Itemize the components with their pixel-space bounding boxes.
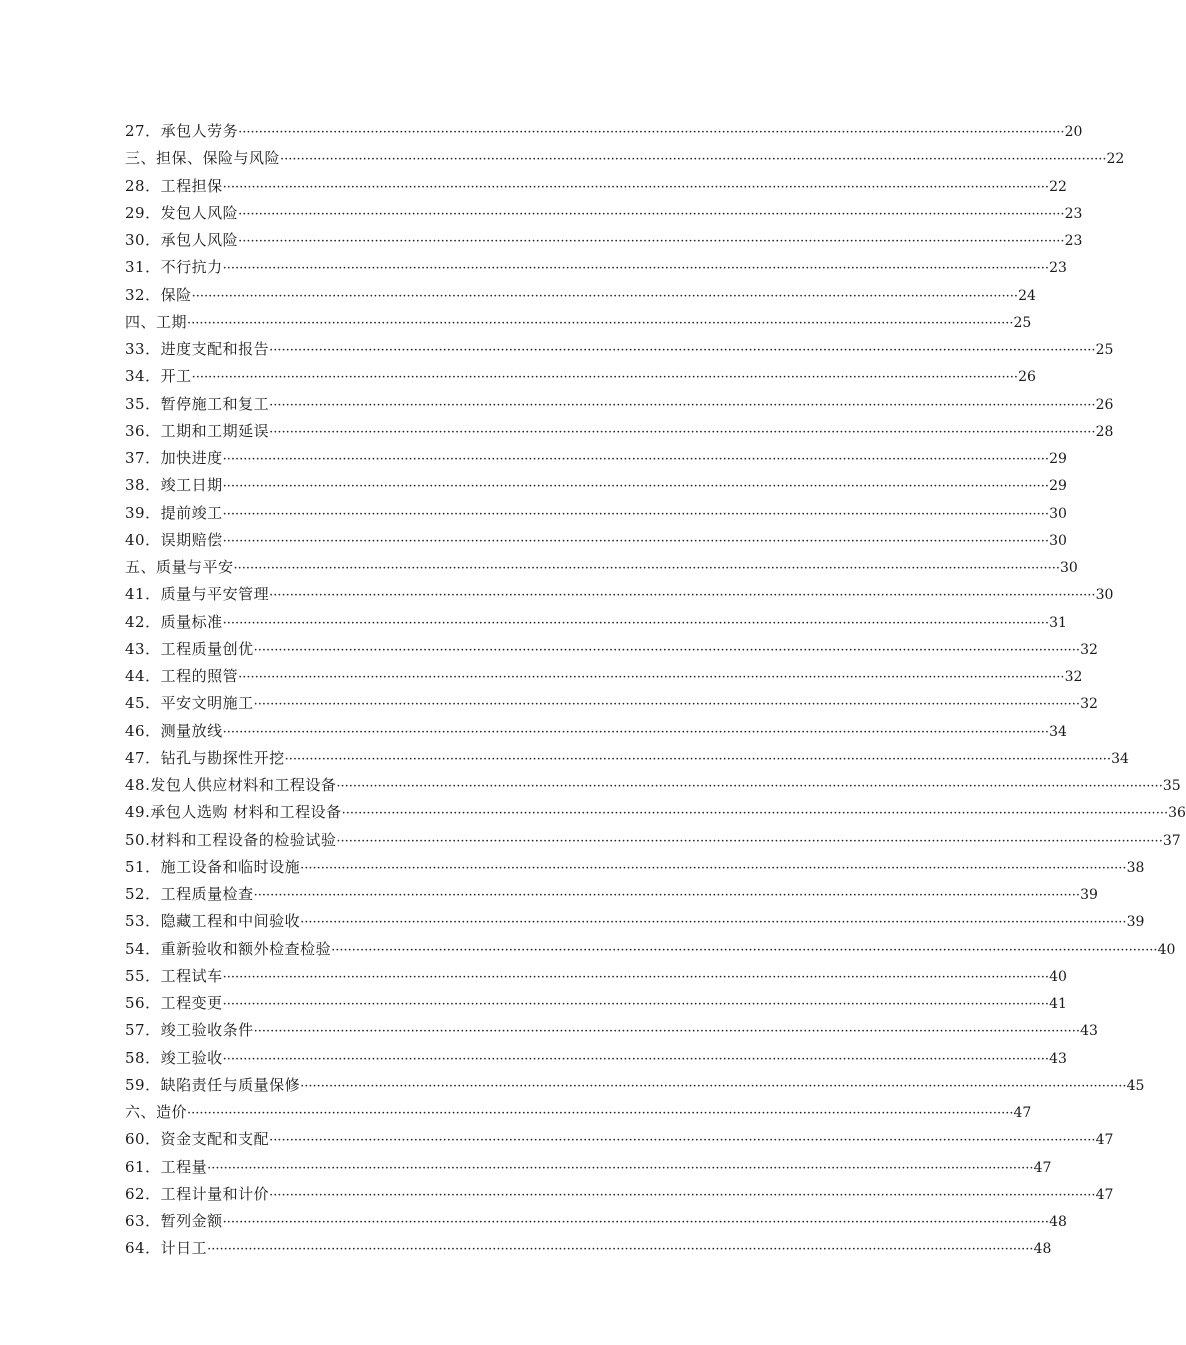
toc-entry-page: 22	[1049, 178, 1067, 195]
toc-entry-title: 33．进度支配和报告	[125, 340, 270, 358]
toc-entry[interactable]	[125, 881, 1098, 908]
toc-entry[interactable]	[125, 1099, 1032, 1126]
toc-entry-page: 38	[1126, 859, 1145, 876]
toc-entry-title: 31．不行抗力	[125, 258, 223, 277]
toc-entry-page: 30	[1095, 587, 1114, 604]
toc-entry[interactable]	[125, 445, 1067, 472]
toc-entry-title: 49.承包人选购 材料和工程设备	[125, 803, 342, 822]
dot-leader: ········································································································································································································	[269, 1133, 1096, 1149]
toc-entry[interactable]	[125, 581, 1114, 608]
toc-entry[interactable]	[125, 309, 1032, 336]
dot-leader: ········································································································································································································	[238, 234, 1065, 249]
toc-entry-title: 46．测量放线	[125, 721, 223, 740]
toc-entry-page: 47	[1033, 1159, 1052, 1176]
toc-entry-title: 45．平安文明施工	[125, 694, 254, 713]
toc-entry-title: 40．误期赔偿	[125, 530, 223, 549]
dot-leader: ········································································································································································································	[207, 1160, 1034, 1176]
dot-leader: ········································································································································································································	[300, 860, 1127, 876]
dot-leader: ········································································································································································································	[222, 452, 1050, 467]
dot-leader: ········································································································································································································	[253, 888, 1081, 903]
toc-entry-page: 30	[1049, 532, 1067, 549]
toc-entry[interactable]	[125, 472, 1067, 499]
toc-entry-title: 27．承包人劳务	[125, 122, 239, 140]
toc-entry-page: 37	[1162, 832, 1181, 849]
toc-entry-title: 63．暂列金额	[125, 1212, 223, 1230]
table-of-contents	[125, 118, 1186, 1263]
toc-entry-title: 52．工程质量检查	[125, 885, 254, 903]
toc-entry-page: 20	[1064, 124, 1083, 140]
toc-entry-title: 42．质量标准	[125, 612, 223, 631]
toc-entry[interactable]	[125, 200, 1083, 227]
toc-entry[interactable]	[125, 772, 1181, 799]
dot-leader: ········································································································································································································	[253, 642, 1081, 658]
toc-entry[interactable]	[125, 854, 1145, 881]
toc-entry-page: 39	[1126, 914, 1145, 931]
dot-leader: ········································································································································································································	[222, 724, 1050, 740]
toc-entry-page: 41	[1049, 996, 1067, 1012]
toc-entry-page: 45	[1126, 1077, 1145, 1094]
dot-leader: ········································································································································································································	[280, 152, 1107, 168]
toc-entry-page: 26	[1018, 369, 1036, 386]
toc-entry[interactable]	[125, 963, 1067, 990]
toc-entry-page: 32	[1064, 669, 1083, 685]
toc-entry[interactable]	[125, 145, 1125, 172]
dot-leader: ········································································································································································································	[238, 125, 1065, 140]
dot-leader: ········································································································································································································	[269, 1187, 1096, 1203]
toc-entry[interactable]	[125, 1235, 1052, 1262]
dot-leader: ········································································································································································································	[331, 942, 1158, 958]
toc-entry-title: 五、质量与平安	[125, 558, 234, 576]
dot-leader: ········································································································································································································	[269, 343, 1096, 358]
toc-entry-title: 53．隐藏工程和中间验收	[125, 912, 301, 931]
dot-leader: ········································································································································································································	[300, 1078, 1127, 1094]
toc-entry-page: 39	[1080, 887, 1098, 903]
toc-entry-page: 35	[1162, 778, 1181, 794]
toc-entry[interactable]	[125, 391, 1114, 418]
toc-entry-page: 30	[1059, 560, 1078, 576]
toc-entry-page: 28	[1095, 423, 1114, 440]
toc-entry-title: 59．缺陷责任与质量保修	[125, 1075, 301, 1094]
toc-entry-title: 29．发包人风险	[125, 203, 239, 222]
toc-entry[interactable]	[125, 908, 1145, 935]
toc-entry-title: 61．工程量	[125, 1157, 208, 1176]
toc-entry[interactable]	[125, 1154, 1052, 1181]
toc-entry[interactable]	[125, 118, 1083, 145]
dot-leader: ········································································································································································································	[269, 397, 1096, 413]
toc-entry-title: 48.发包人供应材料和工程设备	[125, 776, 337, 794]
toc-entry-title: 六、造价	[125, 1103, 188, 1121]
toc-entry-page: 40	[1157, 941, 1176, 958]
toc-entry[interactable]	[125, 173, 1067, 200]
toc-entry[interactable]	[125, 1208, 1067, 1235]
toc-entry-page: 31	[1049, 614, 1067, 631]
toc-entry-title: 54．重新验收和额外检查检验	[125, 939, 332, 958]
toc-entry-page: 34	[1049, 723, 1067, 740]
toc-entry[interactable]	[125, 554, 1078, 581]
toc-entry-page: 25	[1013, 314, 1032, 331]
dot-leader: ········································································································································································································	[233, 561, 1060, 576]
toc-entry-title: 43．工程质量创优	[125, 639, 254, 658]
toc-entry[interactable]	[125, 1017, 1098, 1044]
toc-entry-page: 48	[1033, 1241, 1052, 1258]
dot-leader: ········································································································································································································	[191, 370, 1019, 386]
toc-entry-title: 57．竣工验收条件	[125, 1021, 254, 1040]
dot-leader: ········································································································································································································	[207, 1242, 1034, 1258]
toc-entry-title: 37．加快进度	[125, 449, 223, 467]
toc-entry-page: 32	[1080, 696, 1098, 713]
toc-entry-title: 38．竣工日期	[125, 476, 223, 495]
toc-entry[interactable]	[125, 636, 1098, 663]
toc-entry[interactable]	[125, 827, 1181, 854]
toc-entry-title: 30．承包人风险	[125, 231, 239, 249]
dot-leader: ········································································································································································································	[222, 1215, 1050, 1230]
toc-entry-title: 51．施工设备和临时设施	[125, 857, 301, 876]
toc-entry-title: 58．竣工验收	[125, 1048, 223, 1067]
dot-leader: ········································································································································································································	[222, 479, 1050, 495]
dot-leader: ········································································································································································································	[222, 533, 1050, 549]
dot-leader: ········································································································································································································	[253, 1024, 1081, 1040]
toc-entry-page: 22	[1106, 151, 1125, 168]
toc-entry[interactable]	[125, 663, 1083, 690]
toc-entry[interactable]	[125, 282, 1036, 309]
toc-entry-page: 48	[1049, 1214, 1067, 1230]
toc-entry[interactable]	[125, 745, 1129, 772]
toc-entry[interactable]	[125, 990, 1067, 1017]
dot-leader: ········································································································································································································	[222, 1051, 1050, 1067]
dot-leader: ········································································································································································································	[222, 615, 1050, 631]
toc-entry-title: 28．工程担保	[125, 176, 223, 195]
toc-entry-page: 43	[1049, 1050, 1067, 1067]
toc-entry[interactable]	[125, 418, 1114, 445]
toc-entry-title: 32．保险	[125, 285, 192, 304]
dot-leader: ········································································································································································································	[222, 969, 1050, 985]
dot-leader: ········································································································································································································	[300, 915, 1127, 931]
toc-entry[interactable]	[125, 527, 1067, 554]
toc-entry[interactable]	[125, 1181, 1114, 1208]
dot-leader: ········································································································································································································	[341, 806, 1169, 822]
toc-entry-page: 29	[1049, 478, 1067, 495]
toc-entry-title: 60．资金支配和支配	[125, 1130, 270, 1149]
dot-leader: ········································································································································································································	[238, 206, 1065, 222]
toc-entry-title: 62．工程计量和计价	[125, 1184, 270, 1203]
toc-entry-title: 64．计日工	[125, 1239, 208, 1258]
dot-leader: ········································································································································································································	[222, 997, 1050, 1012]
toc-entry-page: 40	[1049, 968, 1067, 985]
toc-entry-page: 34	[1111, 750, 1129, 767]
toc-entry-title: 47．钻孔与勘探性开挖	[125, 748, 285, 767]
dot-leader: ········································································································································································································	[222, 506, 1050, 522]
toc-entry-title: 三、担保、保险与风险	[125, 149, 281, 168]
toc-entry-page: 26	[1095, 396, 1114, 413]
toc-entry-page: 24	[1018, 287, 1036, 304]
toc-entry-page: 43	[1080, 1023, 1098, 1040]
toc-entry[interactable]	[125, 799, 1186, 826]
dot-leader: ········································································································································································································	[269, 588, 1096, 604]
dot-leader: ········································································································································································································	[284, 751, 1112, 767]
toc-entry-page: 36	[1168, 805, 1186, 822]
toc-entry-title: 39．提前竣工	[125, 503, 223, 522]
toc-entry-page: 32	[1080, 641, 1098, 658]
toc-entry[interactable]	[125, 718, 1067, 745]
dot-leader: ········································································································································································································	[269, 424, 1096, 440]
toc-entry[interactable]	[125, 609, 1067, 636]
toc-entry[interactable]	[125, 227, 1083, 254]
toc-entry[interactable]	[125, 254, 1067, 281]
toc-entry-page: 47	[1095, 1186, 1114, 1203]
dot-leader: ········································································································································································································	[336, 779, 1163, 794]
toc-entry-title: 50.材料和工程设备的检验试验	[125, 830, 337, 849]
toc-entry[interactable]	[125, 336, 1114, 363]
toc-entry[interactable]	[125, 936, 1176, 963]
dot-leader: ········································································································································································································	[187, 315, 1014, 331]
toc-entry-title: 34．开工	[125, 367, 192, 386]
dot-leader: ········································································································································································································	[253, 697, 1081, 713]
dot-leader: ········································································································································································································	[191, 288, 1019, 304]
toc-entry-title: 41．质量与平安管理	[125, 585, 270, 604]
dot-leader: ········································································································································································································	[187, 1106, 1014, 1121]
toc-entry-page: 23	[1049, 260, 1067, 277]
dot-leader: ········································································································································································································	[222, 179, 1050, 195]
toc-entry[interactable]	[125, 1072, 1145, 1099]
toc-entry-page: 47	[1095, 1132, 1114, 1149]
toc-entry-title: 四、工期	[125, 312, 188, 331]
toc-entry-page: 30	[1049, 505, 1067, 522]
toc-entry-page: 23	[1064, 205, 1083, 222]
dot-leader: ········································································································································································································	[336, 833, 1163, 849]
toc-entry-title: 56．工程变更	[125, 994, 223, 1012]
dot-leader: ········································································································································································································	[238, 670, 1065, 685]
toc-entry[interactable]	[125, 363, 1036, 390]
toc-entry-title: 44．工程的照管	[125, 667, 239, 685]
toc-entry-title: 55．工程试车	[125, 966, 223, 985]
toc-entry[interactable]	[125, 1126, 1114, 1153]
toc-entry-page: 23	[1064, 233, 1083, 249]
toc-entry[interactable]	[125, 1045, 1067, 1072]
dot-leader: ········································································································································································································	[222, 261, 1050, 277]
toc-entry-title: 35．暂停施工和复工	[125, 394, 270, 413]
toc-entry-title: 36．工期和工期延误	[125, 421, 270, 440]
toc-entry-page: 29	[1049, 451, 1067, 467]
toc-entry-page: 25	[1095, 342, 1114, 358]
toc-entry[interactable]	[125, 500, 1067, 527]
toc-entry-page: 47	[1013, 1105, 1032, 1121]
toc-entry[interactable]	[125, 690, 1098, 717]
